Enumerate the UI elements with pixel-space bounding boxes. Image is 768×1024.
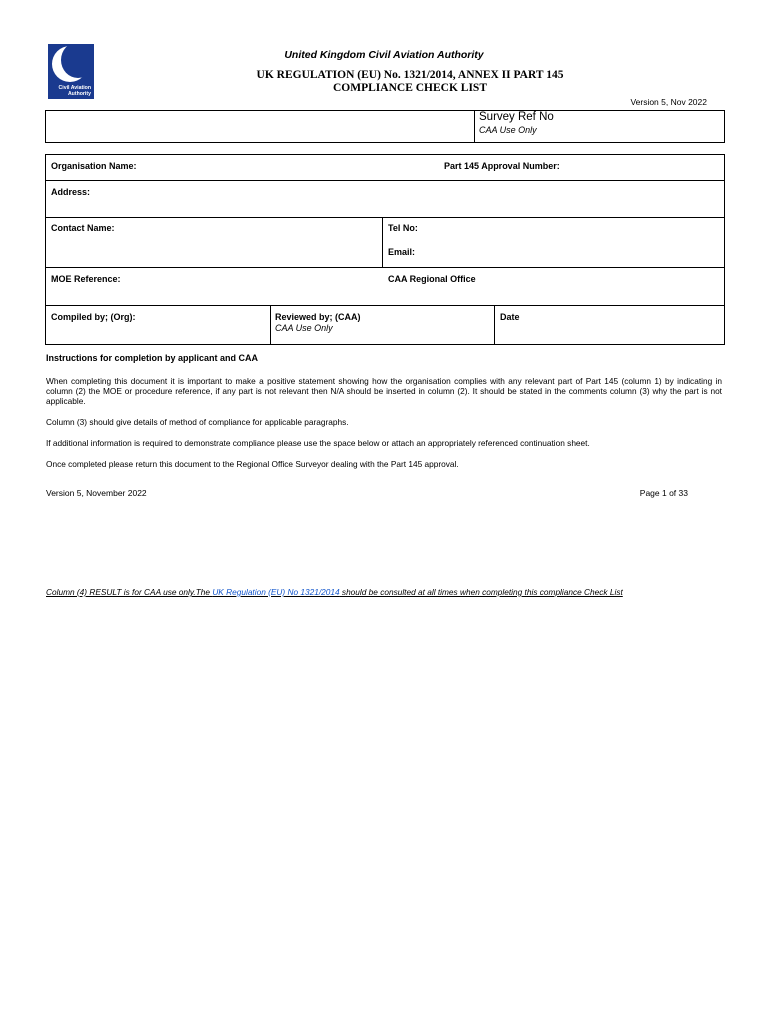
regulation-title: UK REGULATION (EU) No. 1321/2014, ANNEX II PART 145 bbox=[256, 69, 564, 81]
reviewed-by-label: Reviewed by; (CAA) bbox=[275, 312, 361, 322]
tel-label: Tel No: bbox=[388, 223, 418, 233]
logo-text-line1: Civil Aviation bbox=[58, 85, 91, 91]
page-number: Page 1 of 33 bbox=[639, 488, 688, 498]
survey-ref-label: Survey Ref No bbox=[479, 111, 554, 123]
notice-after: should be consulted at all times when completing this compliance Check List bbox=[339, 587, 623, 597]
regional-office-label: CAA Regional Office bbox=[388, 274, 476, 284]
instructions-paragraph-3: If additional information is required to demonstrate compliance please use the space below or attach an appropriately referenced continuation sheet. bbox=[46, 438, 590, 448]
authority-title: United Kingdom Civil Aviation Authority bbox=[284, 49, 484, 61]
contact-name-label: Contact Name: bbox=[51, 223, 115, 233]
logo-text-line2: Authority bbox=[67, 91, 91, 97]
address-label: Address: bbox=[51, 187, 91, 197]
instructions-title: Instructions for completion by applicant and CAA bbox=[46, 353, 259, 363]
org-name-label: Organisation Name: bbox=[51, 161, 137, 171]
organisation-form bbox=[45, 154, 725, 345]
instructions-paragraph-2: Column (3) should give details of method of compliance for applicable paragraphs. bbox=[46, 417, 349, 427]
moe-reference-label: MOE Reference: bbox=[51, 274, 121, 284]
footer-version: Version 5, November 2022 bbox=[46, 488, 147, 498]
checklist-title: COMPLIANCE CHECK LIST bbox=[333, 82, 487, 94]
notice-before: Column (4) RESULT is for CAA use only.The bbox=[46, 587, 213, 597]
survey-ref-sub: CAA Use Only bbox=[479, 125, 537, 135]
approval-number-label: Part 145 Approval Number: bbox=[444, 161, 560, 171]
reviewed-by-sub: CAA Use Only bbox=[275, 323, 333, 333]
instructions-paragraph-4: Once completed please return this document to the Regional Office Surveyor dealing with the Part 145 approval. bbox=[46, 459, 459, 469]
compiled-by-label: Compiled by; (Org): bbox=[51, 312, 136, 322]
date-label: Date bbox=[500, 312, 520, 322]
header-version: Version 5, Nov 2022 bbox=[630, 97, 707, 107]
regulation-link[interactable]: UK Regulation (EU) No 1321/2014 bbox=[212, 587, 340, 597]
notice-text bbox=[46, 587, 623, 597]
instructions-paragraph-1: When completing this document it is important to make a positive statement showing how the organisation complies with any relevant part of Part 145 (column 1) by indicating in column (2) the MOE or procedure reference, if any part is not relevant then N/A should be inserted in column (2). It should be stated in the comments column (3) why the part is not applicable. bbox=[46, 376, 722, 406]
survey-ref-field[interactable] bbox=[46, 111, 474, 142]
email-label: Email: bbox=[388, 247, 416, 257]
